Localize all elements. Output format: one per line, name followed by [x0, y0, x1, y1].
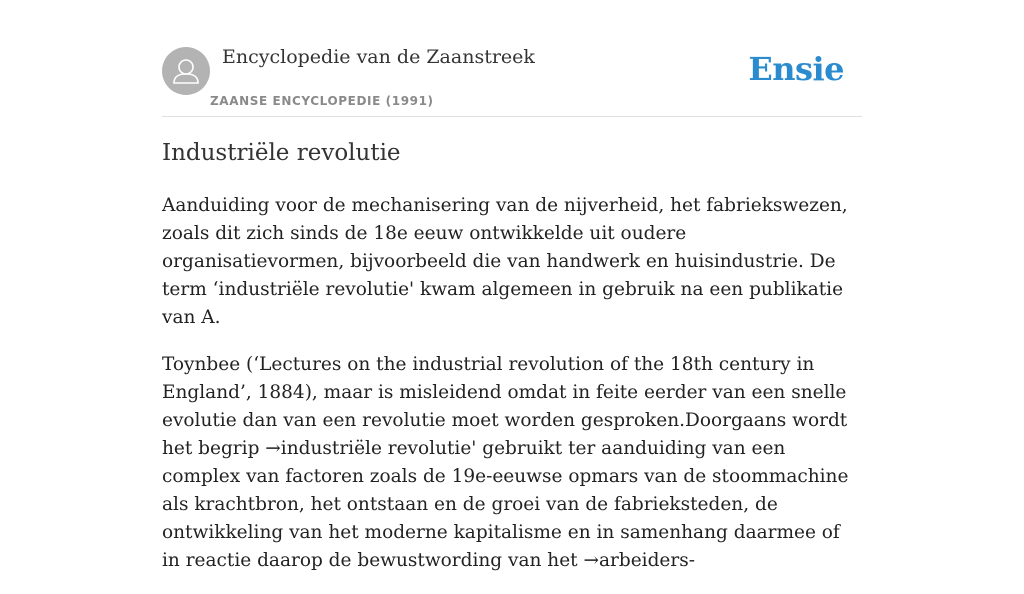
article-paragraph: Toynbee (‘Lectures on the industrial revolution of the 18th century in England’, 1884), maar is misleidend omdat in feite eerder van een snelle evolutie dan van een revolutie moet worden gesproken.Doorgaans wordt het begrip →industriële revolutie' gebruikt ter aanduiding van een complex van factoren zoals de 19e-eeuwse opmars van de stoommachine als krachtbron, het ontstaan en de groei van de fabrieksteden, de ontwikkeling van het moderne kapitalisme en in samenhang daarmee of in reactie daarop de bewustwording van het →arbeiders- — [162, 354, 849, 571]
article-body — [162, 192, 862, 594]
source-header — [162, 0, 862, 117]
ensie-logo[interactable]: Ensie — [748, 50, 844, 88]
article-title: Industriële revolutie — [162, 140, 401, 166]
article-paragraph: Aanduiding voor de mechanisering van de nijverheid, het fabriekswezen, zoals dit zich sinds de 18e eeuw ontwikkelde uit oudere organisatievormen, bijvoorbeeld die van handwerk en huisindustrie. De term ‘industriële revolutie' kwam algemeen in gebruik na een publikatie van A. — [162, 195, 848, 328]
user-icon[interactable] — [162, 47, 210, 95]
source-subtitle: ZAANSE ENCYCLOPEDIE (1991) — [210, 94, 434, 108]
source-title[interactable]: Encyclopedie van de Zaanstreek — [222, 46, 535, 68]
